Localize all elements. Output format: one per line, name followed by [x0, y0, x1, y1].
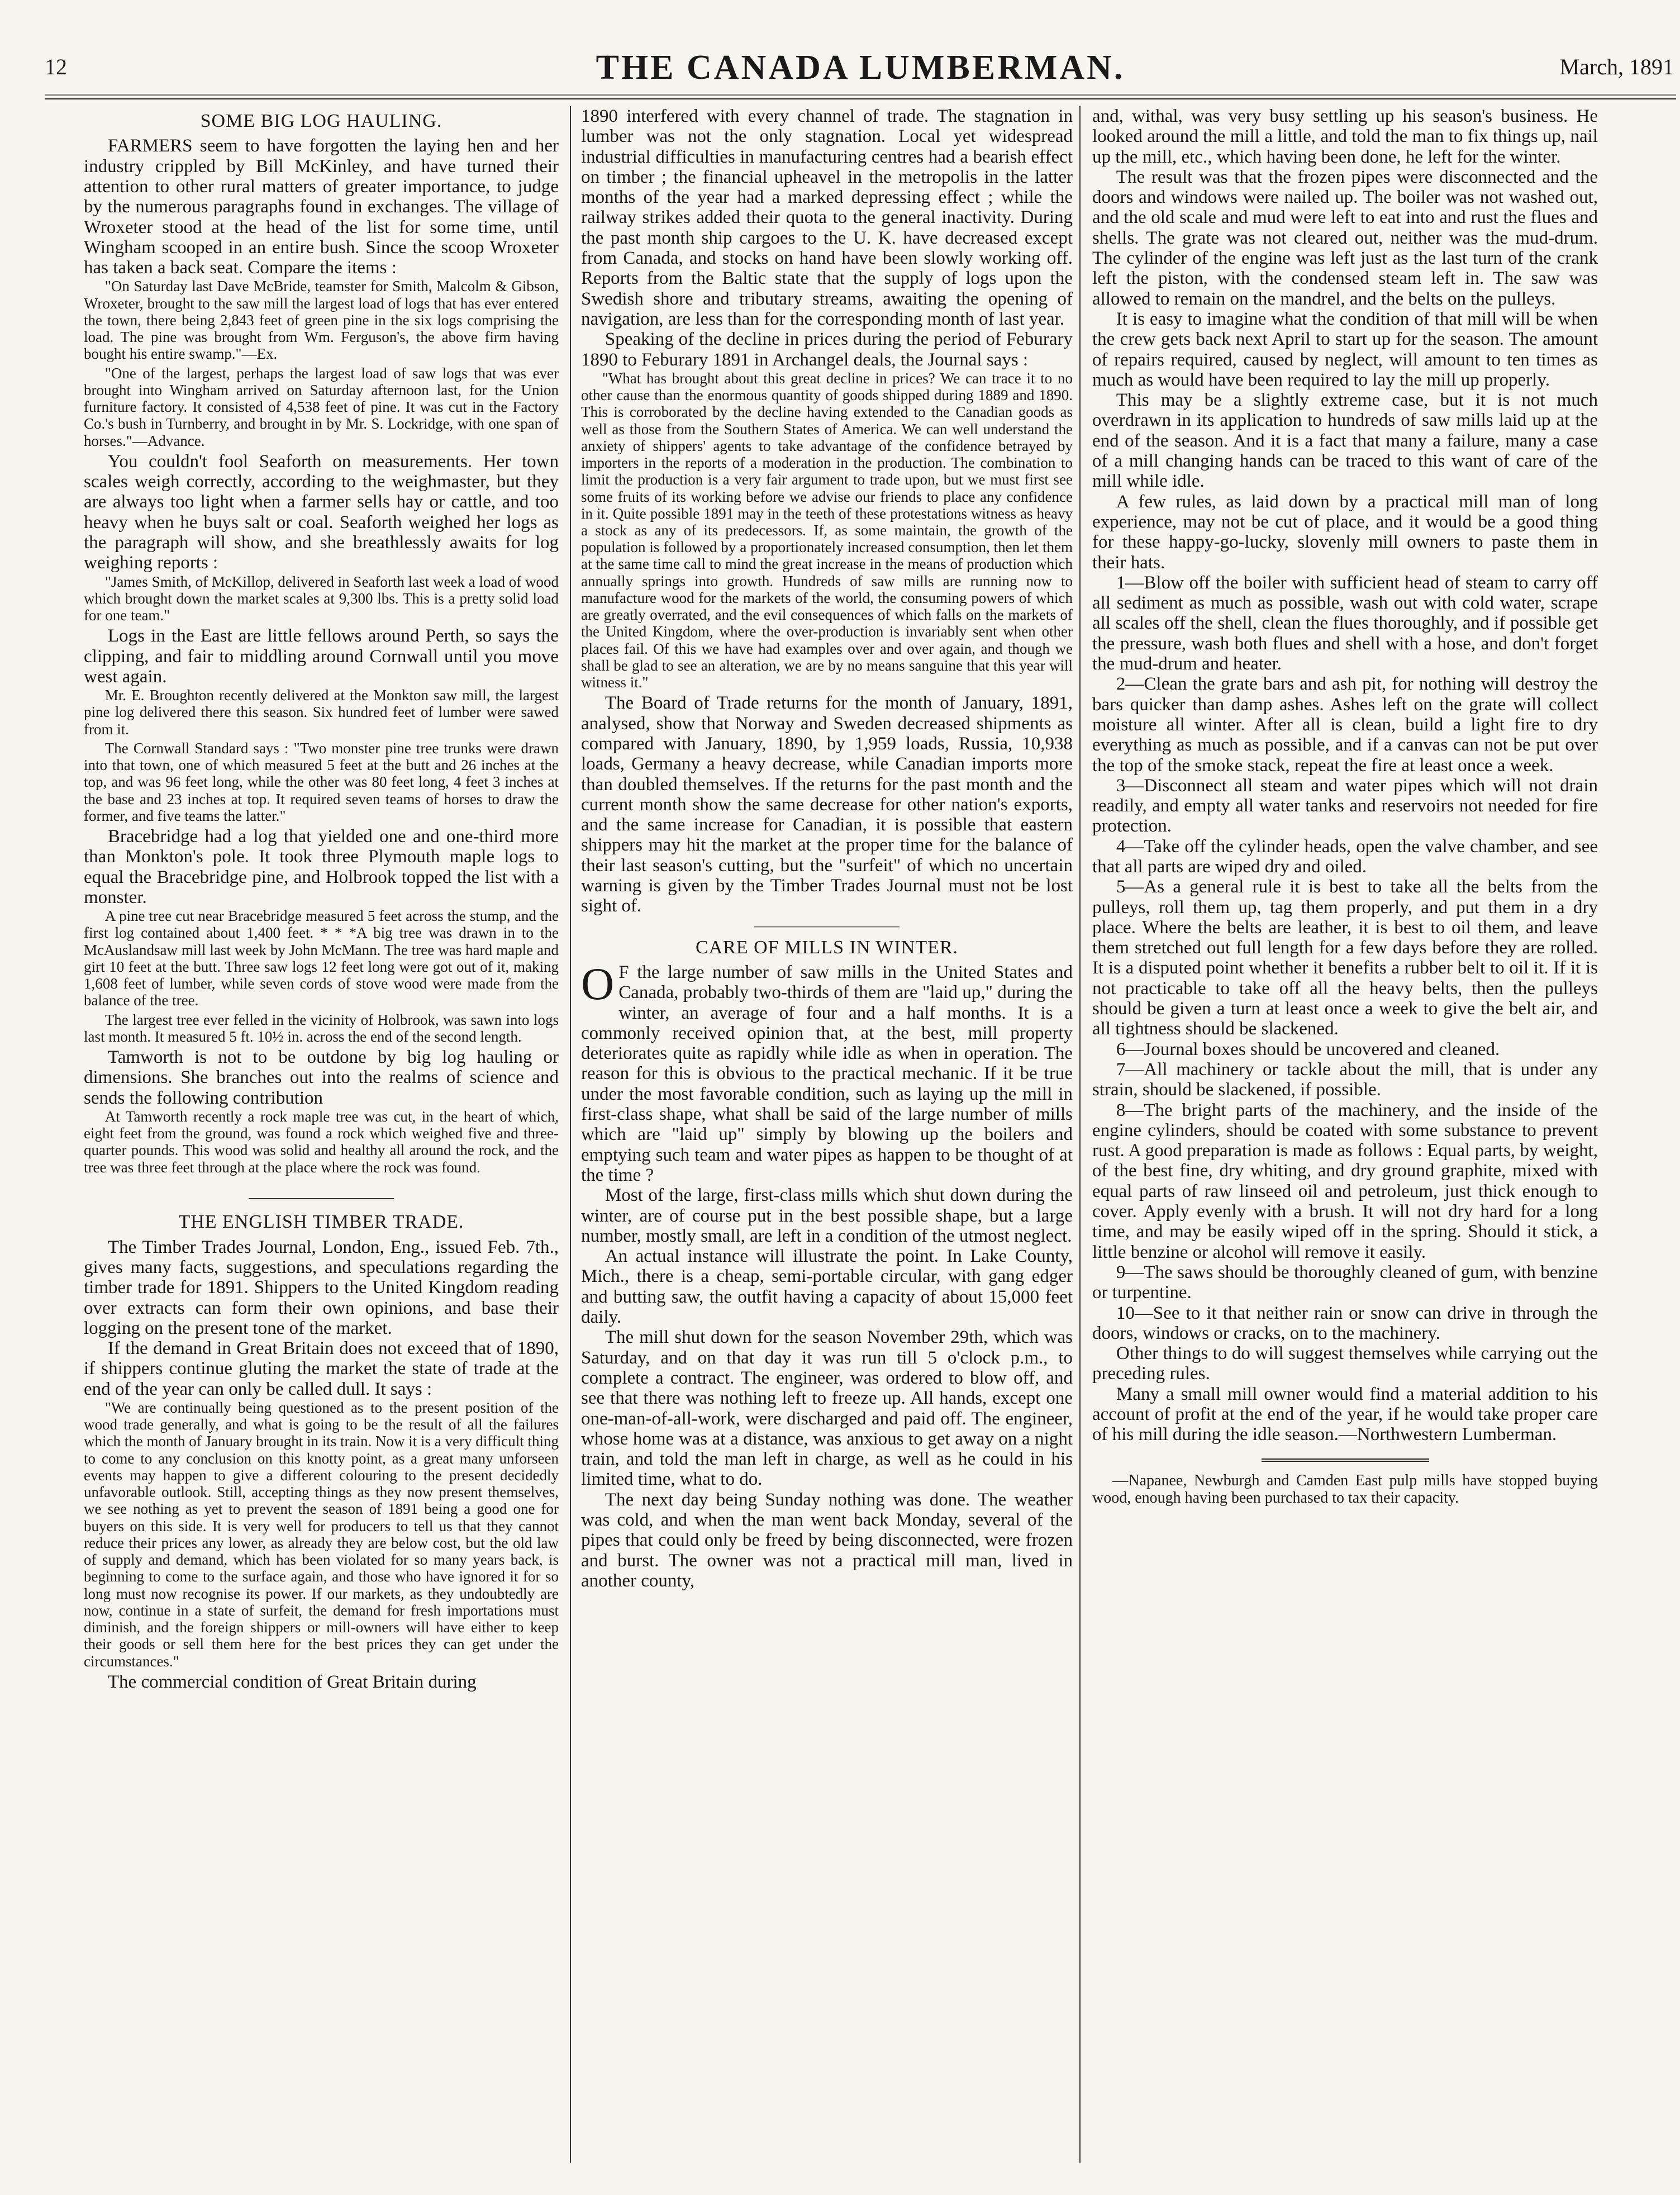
- issue-date: March, 1891: [1559, 54, 1674, 79]
- column-2: [581, 106, 1073, 2163]
- article-end-rule: [1262, 1458, 1429, 1462]
- newspaper-title: THE CANADA LUMBERMAN.: [596, 49, 1125, 87]
- rule-item: 1—Blow off the boiler with sufficient head of steam to carry off all sediment as much as possible, wash out with cold water, scrape all scales off the shell, clean the flues thoroughly, and if possible get the pressure, wash both flues and shell with a hose, and don't forget the mud-drum and heater.: [1092, 572, 1598, 674]
- quoted-item: The Cornwall Standard says : "Two monster pine tree trunks were drawn into that town, one of which measured 5 feet at the butt and 26 inches at the top, and was 96 feet long, while the other was 80 feet long, 4 feet 3 inches at the base and 23 inches at top. It required seven teams of horses to draw the former, and five teams the latter.": [84, 739, 559, 824]
- paragraph: The mill shut down for the season November 29th, which was Saturday, and on that day it was run till 5 o'clock p.m., to complete a contract. The engineer, was ordered to blow off, and see that there was nothing left to freeze up. All hands, except one one-man-of-all-work, were discharged and paid off. The engineer, whose home was at a distance, was anxious to get away on a night train, and told the man left in charge, as well as he could in his limited time, what to do.: [581, 1327, 1073, 1490]
- paragraph: The Board of Trade returns for the month of January, 1891, analysed, show that Norway and Sweden decreased shipments as compared with January, 1890, by 1,959 loads, Russia, 10,938 loads, Germany a heavy decrease, while Canadian imports more than doubled themselves. If the returns for the past month and the current month show the same decrease for other nation's exports, and the same increase for Canadian, it is possible that eastern shippers may hit the market at the proper time for the balance of their last season's cutting, but the "surfeit" of which no uncertain warning is given by the Timber Trades Journal must not be lost sight of.: [581, 693, 1073, 916]
- column-3: [1092, 106, 1598, 2163]
- quoted-item: "On Saturday last Dave McBride, teamster for Smith, Malcolm & Gibson, Wroxeter, brought to the saw mill the largest load of logs that has ever entered the town, there being 2,843 feet of green pine in the six logs comprising the load. The pine was brought from Wm. Ferguson's, the above firm having bought his entire swamp."—Ex.: [84, 278, 559, 363]
- article-heading-care-of-mills: CARE OF MILLS IN WINTER.: [695, 937, 959, 958]
- paragraph: Logs in the East are little fellows around Perth, so says the clipping, and fair to middling around Cornwall until you move west again.: [84, 626, 559, 687]
- quoted-item: The largest tree ever felled in the vicinity of Holbrook, was sawn into logs last month. It measured 5 ft. 10½ in. across the end of the second length.: [84, 1011, 559, 1045]
- paragraph-lead: [581, 958, 1073, 1185]
- masthead-rule: [45, 94, 1676, 96]
- rule-item: 2—Clean the grate bars and ash pit, for nothing will destroy the bars quicker than damp ashes. Ashes left on the grate will collect moisture all winter. After all is clean, build a light fire to dry everything as much as possible, and if a canvas can not be put over the top of the smoke stack, repeat the fire at least once a week.: [1092, 674, 1598, 776]
- paragraph: 1890 interfered with every channel of trade. The stagnation in lumber was not the only stagnation. Local yet widespread industrial difficulties in manufacturing centres had a bearish effect on timber ; the financial upheavel in the metropolis in the latter months of the year had a marked depressing effect ; while the railway strikes added their quota to the general inactivity. During the past month ship cargoes to the U. K. have decreased except from Canada, and stocks on hand have been slowly working off. Reports from the Baltic state that the supply of logs upon the Swedish shore and tributary streams, awaiting the opening of navigation, are less than for the corresponding month of last year.: [581, 106, 1073, 329]
- rule-item: 5—As a general rule it is best to take all the belts from the pulleys, roll them up, tag them properly, and put them in a dry place. Where the belts are leather, it is best to oil them, and leave them stretched out full length for a few days before they are rolled. It is a disputed point whether it benefits a rubber belt to oil it. If it is not practicable to take off all the heavy belts, then the pulleys should be given a turn at least once a week to give the belt air, and all tightness should be slackened.: [1092, 877, 1598, 1039]
- paragraph: Bracebridge had a log that yielded one and one-third more than Monkton's pole. It took three Plymouth maple logs to equal the Bracebridge pine, and Holbrook topped the list with a monster.: [84, 826, 559, 908]
- paragraph: Other things to do will suggest themselves while carrying out the preceding rules.: [1092, 1343, 1598, 1384]
- quoted-item: At Tamworth recently a rock maple tree was cut, in the heart of which, eight feet from the ground, was found a rock which weighed five and three-quarter pounds. This wood was solid and healthy all around the rock, and the tree was three feet through at the place where the rock was found.: [84, 1108, 559, 1176]
- section-divider: [84, 1184, 559, 1204]
- news-note: —Napanee, Newburgh and Camden East pulp mills have stopped buying wood, enough having been purchased to tax their capacity.: [1092, 1471, 1598, 1507]
- rule-item: 7—All machinery or tackle about the mill, that is under any strain, should be slackened, if possible.: [1092, 1059, 1598, 1100]
- rule-item: 9—The saws should be thoroughly cleaned of gum, with benzine or turpentine.: [1092, 1262, 1598, 1303]
- quoted-item: A pine tree cut near Bracebridge measured 5 feet across the stump, and the first log contained about 1,400 feet. * * *A big tree was drawn in to the McAuslandsaw mill last week by John McMann. The tree was hard maple and girt 10 feet at the butt. Three saw logs 12 feet long were got out of it, making 1,608 feet of lumber, while seven cords of stove wood were made from the balance of the tree.: [84, 908, 559, 1009]
- article-heading-big-log-hauling: SOME BIG LOG HAULING.: [200, 111, 442, 131]
- paragraph: If the demand in Great Britain does not exceed that of 1890, if shippers continue gluting the market the state of trade at the end of the year can only be called dull. It says :: [84, 1338, 559, 1399]
- rule-item: 10—See to it that neither rain or snow can drive in through the doors, windows or cracks, on to the machinery.: [1092, 1303, 1598, 1343]
- article-heading-english-timber-trade: THE ENGLISH TIMBER TRADE.: [178, 1211, 464, 1233]
- paragraph: The next day being Sunday nothing was done. The weather was cold, and when the man went back Monday, several of the pipes that could only be freed by being disconnected, were frozen and burst. The owner was not a practical mill man, lived in another county,: [581, 1489, 1073, 1591]
- column-1: [84, 106, 559, 2163]
- quoted-item: "James Smith, of McKillop, delivered in Seaforth last week a load of wood which brought down the market scales at 9,300 lbs. This is a pretty solid load for one team.": [84, 573, 559, 624]
- paragraph: The commercial condition of Great Britain during: [107, 1671, 477, 1692]
- paragraph: An actual instance will illustrate the point. In Lake County, Mich., there is a cheap, semi-portable circular, with gang edger and butting saw, the outfit having a capacity of about 15,000 feet daily.: [581, 1246, 1073, 1328]
- paragraph: FARMERS seem to have forgotten the laying hen and her industry crippled by Bill McKinley, and have turned their attention to other rural matters of greater importance, to judge by the numerous paragraphs found in exchanges. The village of Wroxeter stood at the head of the list for some time, until Wingham scooped in an entire bush. Since the scoop Wroxeter has taken a back seat. Compare the items :: [84, 136, 559, 278]
- paragraph: It is easy to imagine what the condition of that mill will be when the crew gets back next April to start up for the season. The amount of repairs required, caused by neglect, will amount to ten times as much as would have been required to lay the mill up properly.: [1092, 308, 1598, 390]
- drop-cap: O: [581, 958, 615, 1009]
- paragraph: Many a small mill owner would find a material addition to his account of profit at the end of the year, if he would take proper care of his mill during the idle season.—Northwestern Lumberman.: [1092, 1384, 1598, 1445]
- paragraph: A few rules, as laid down by a practical mill man of long experience, may not be cut of place, and it would be a good thing for these happy-go-lucky, slovenly mill owners to paste them in their hats.: [1092, 491, 1598, 573]
- rule-item: 4—Take off the cylinder heads, open the valve chamber, and see that all parts are wiped dry and oiled.: [1092, 836, 1598, 877]
- paragraph: and, withal, was very busy settling up his season's business. He looked around the mill a little, and told the man to fix things up, nail up the mill, etc., which having been done, he left for the winter.: [1092, 106, 1598, 167]
- paragraph: The result was that the frozen pipes were disconnected and the doors and windows were nailed up. The boiler was not washed out, and the old scale and mud were left to eat into and rust the flues and shells. The grate was not cleared out, neither was the mud-drum. The cylinder of the engine was left just as the last turn of the crank left the piston, with the condensed steam left in. The saw was allowed to remain on the mandrel, and the belts on the pulleys.: [1092, 167, 1598, 309]
- rule-item: 3—Disconnect all steam and water pipes which will not drain readily, and empty all water tanks and reservoirs not needed for fire protection.: [1092, 775, 1598, 837]
- section-divider: [581, 927, 1073, 932]
- quoted-item: Mr. E. Broughton recently delivered at the Monkton saw mill, the largest pine log delivered there this season. Six hundred feet of lumber were sawed from it.: [84, 687, 559, 738]
- page-number: 12: [45, 54, 67, 79]
- rule-item: 8—The bright parts of the machinery, and the inside of the engine cylinders, should be coated with some substance to prevent rust. A good preparation is made as follows : Equal parts, by weight, of the best fine, dry whiting, and dry ground graphite, mixed with equal parts of raw linseed oil and petroleum, just thick enough to cover. Apply evenly with a brush. It will not dry hard for a long time, and may be easily wiped off in the spring. Should it stick, a little benzine or alcohol will remove it easily.: [1092, 1100, 1598, 1262]
- quoted-item: "What has brought about this great decline in prices? We can trace it to no other cause than the enormous quantity of goods shipped during 1889 and 1890. This is corroborated by the decline having extended to the Canadian goods as well as those from the Southern States of America. We can well understand the anxiety of shippers' agents to take advantage of the confidence betrayed by importers in the reports of a moderation in the production. The combination to limit the production is a very fair argument to trade upon, but we must first see some fruits of its working before we advise our friends to place any confidence in it. Quite possible 1891 may in the teeth of these protestations witness as heavy a stock as any of its predecessors. If, as some maintain, the growth of the population is followed by a proportionately increased consumption, then let them at the same time call to mind the great increase in the means of production which annually springs into growth. Hundreds of saw mills are running now to manufacture wood for the markets of the world, the consuming powers of which are greatly overrated, and the evil consequences of which falls on the markets of the United Kingdom, where the over-production is invariably sent when other places fail. Of this we have had examples over and over again, and though we shall be glad to see an alteration, we are by no means sanguine that this year will witness it.": [581, 369, 1073, 691]
- paragraph: Most of the large, first-class mills which shut down during the winter, are of course put in the best possible shape, but a large number, mostly small, are left in a condition of the utmost neglect.: [581, 1185, 1073, 1246]
- rule-item: 6—Journal boxes should be uncovered and cleaned.: [1116, 1039, 1500, 1060]
- column-divider: [1079, 106, 1081, 2163]
- column-divider: [570, 106, 571, 2163]
- paragraph: The Timber Trades Journal, London, Eng., issued Feb. 7th., gives many facts, suggestions, and speculations regarding the timber trade for 1891. Shippers to the United Kingdom reading over extracts can form their own opinions, and base their logging on the present tone of the market.: [84, 1237, 559, 1338]
- paragraph: Speaking of the decline in prices during the period of Feburary 1890 to Feburary 1891 in Archangel deals, the Journal says :: [581, 329, 1073, 370]
- paragraph: This may be a slightly extreme case, but it is not much overdrawn in its application to hundreds of saw mills laid up at the end of the season. And it is a fact that many a failure, many a case of a mill changing hands can be traced to this want of care of the mill while idle.: [1092, 390, 1598, 492]
- quoted-item: "We are continually being questioned as to the present position of the wood trade generally, and what is going to be the result of all the failures which the month of January brought in its train. Now it is a very difficult thing to come to any conclusion on this knotty point, as a great many unforseen events may happen to give a different colouring to the present decidedly unfavorable outlook. Still, accepting things as they now present themselves, we see nothing as yet to prevent the season of 1891 being a good one for buyers on this side. It is very well for producers to tell us that they cannot reduce their prices any lower, as already they are below cost, but the old law of supply and demand, which has been violated for so many years back, is beginning to come to the surface again, and those who have ignored it for so long must now recognise its power. If our markets, as they undoubtedly are now, continue in a state of surfeit, the demand for fresh importations must diminish, and the foreign shippers or mill-owners will have either to keep their goods or sell them here for the best prices they can get under the circumstances.": [84, 1399, 559, 1670]
- lead-text: F the large number of saw mills in the United States and Canada, probably two-thirds of them are "laid up," during the winter, an average of four and a half months. It is a commonly received opinion that, at the best, mill property deteriorates quite as rapidly while idle as when in operation. The reason for this is obvious to the practical mechanic. If it be true under the most favorable condition, such as laying up the mill in first-class shape, what shall be said of the large number of mills which are "laid up" simply by blowing up the boilers and emptying such team and water pipes as happen to be thought of at the time ?: [581, 962, 1073, 1185]
- quoted-item: "One of the largest, perhaps the largest load of saw logs that was ever brought into Wingham arrived on Saturday afternoon last, for the Union furniture factory. It consisted of 4,538 feet of pine. It was cut in the Factory Co.'s bush in Turnberry, and brought in by Mr. S. Lockridge, with one span of horses."—Advance.: [84, 364, 559, 449]
- paragraph: Tamworth is not to be outdone by big log hauling or dimensions. She branches out into the realms of science and sends the following contribution: [84, 1047, 559, 1108]
- masthead-rule-lower: [45, 98, 1676, 99]
- masthead: [45, 48, 1676, 98]
- paragraph: You couldn't fool Seaforth on measurements. Her town scales weigh correctly, according to the weighmaster, but they are always too light when a farmer sells hay or cattle, and too heavy when he buys salt or coal. Seaforth weighed her logs as the paragraph will show, and she breathlessly awaits for log weighing reports :: [84, 451, 559, 573]
